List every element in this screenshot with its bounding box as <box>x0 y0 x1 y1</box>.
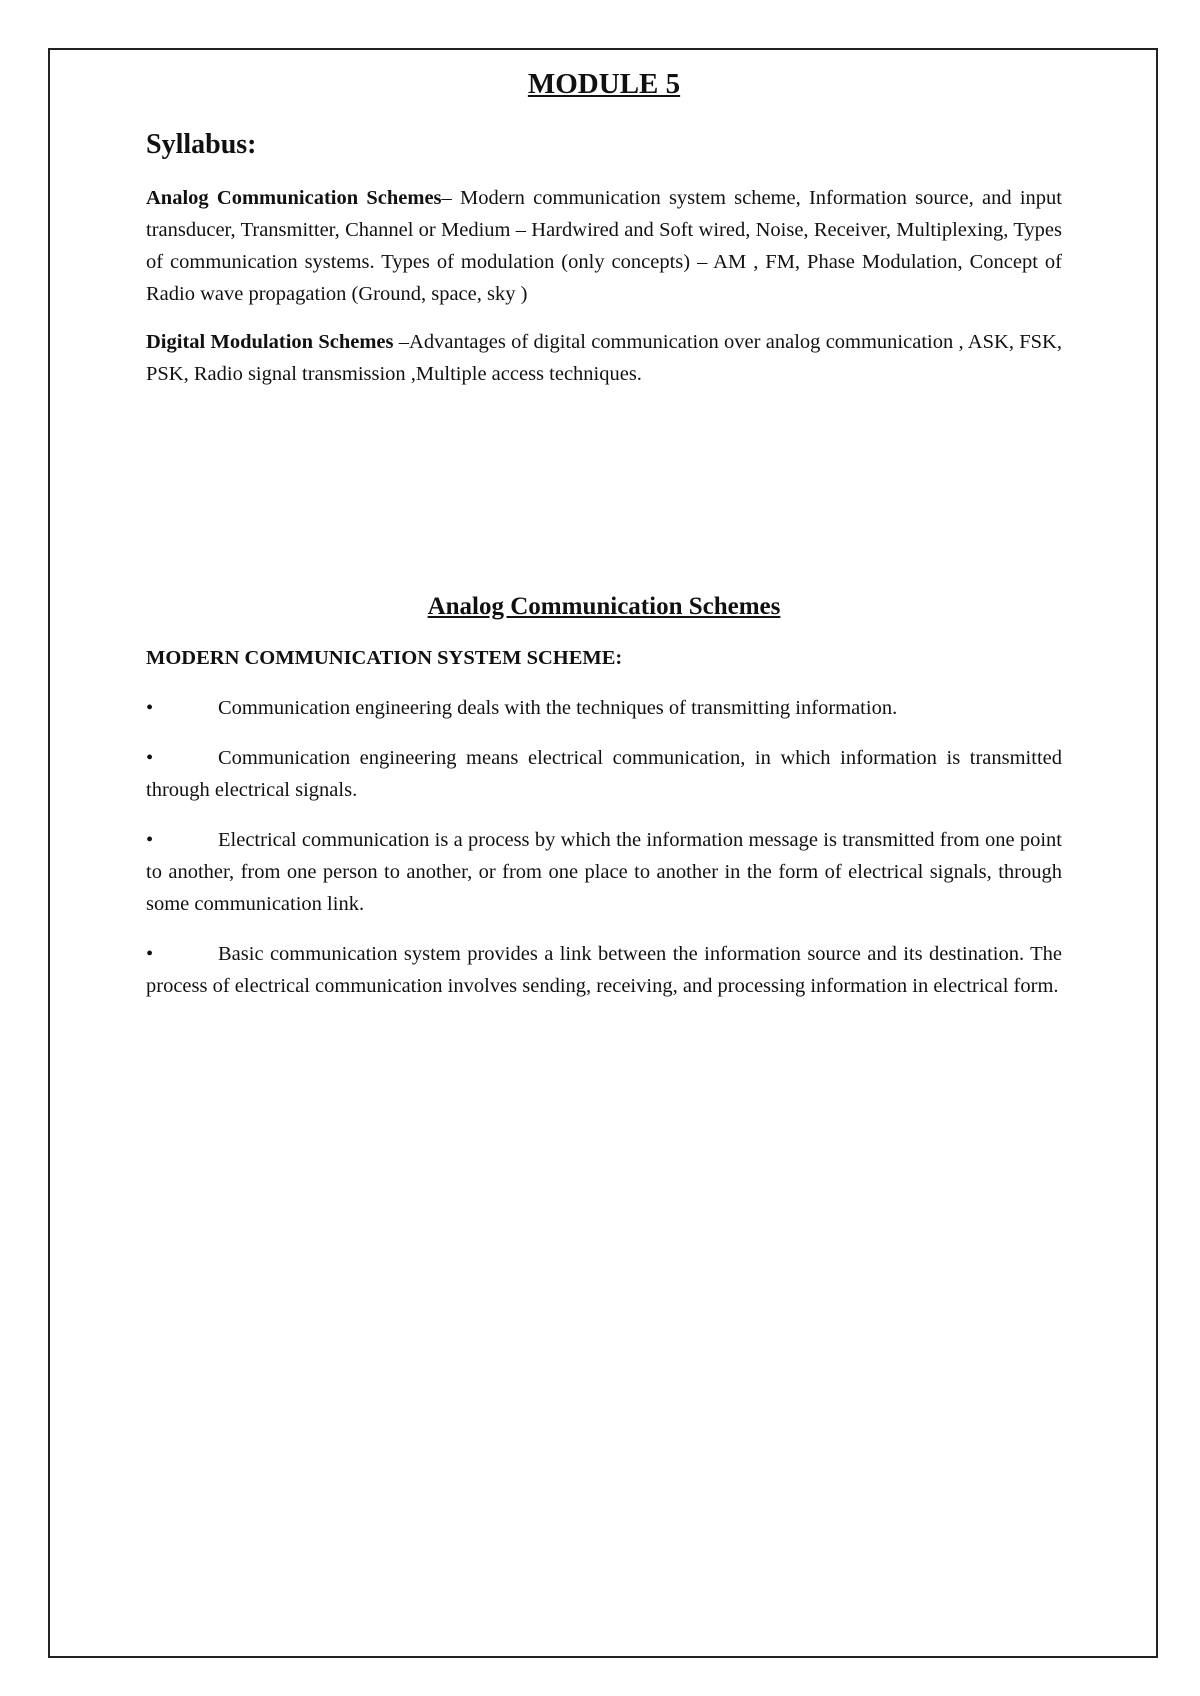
syllabus-analog-paragraph <box>146 182 1062 310</box>
module-title: MODULE 5 <box>527 68 681 100</box>
syllabus-heading: Syllabus: <box>146 129 257 160</box>
bullet-item <box>146 742 1062 806</box>
bullet-item <box>146 938 1062 1002</box>
bullet-text: Communication engineering means electrical communication, in which information is transmitted through electrical signals. <box>146 747 1062 801</box>
bullet-icon: • <box>146 747 154 769</box>
bullet-text: Electrical communication is a process by which the information message is transmitted from one point to another, from one person to another, or from one place to another in the form of electrical signals, through some communication link. <box>146 829 1062 915</box>
section-subheading: MODERN COMMUNICATION SYSTEM SCHEME: <box>146 647 623 669</box>
bullet-text: Communication engineering deals with the techniques of transmitting information. <box>218 697 898 719</box>
bullet-icon: • <box>146 943 154 965</box>
syllabus-digital-label: Digital Modulation Schemes <box>146 331 394 353</box>
section-title: Analog Communication Schemes <box>427 593 781 620</box>
syllabus-analog-text: – Modern communication system scheme, Information source, and input transducer, Transmitter, Channel or Medium – Hardwired and Soft wired, Noise, Receiver, Multiplexing, Types of communication systems. Types of modulation (only concepts) – AM , FM, Phase Modulation, Concept of Radio wave propagation (Ground, space, sky ) <box>146 187 1062 305</box>
bullet-icon: • <box>146 697 154 719</box>
bullet-text: Basic communication system provides a link between the information source and its destination. The process of electrical communication involves sending, receiving, and processing information in electrical form. <box>146 943 1062 997</box>
syllabus-analog-label: Analog Communication Schemes <box>146 187 442 209</box>
bullet-item <box>146 824 1062 920</box>
bullet-icon: • <box>146 829 154 851</box>
syllabus-digital-text: –Advantages of digital communication over analog communication , ASK, FSK, PSK, Radio signal transmission ,Multiple access techniques. <box>146 331 1062 385</box>
syllabus-digital-paragraph <box>146 326 1062 390</box>
bullet-item <box>146 692 1062 724</box>
document-content <box>146 64 1062 1002</box>
